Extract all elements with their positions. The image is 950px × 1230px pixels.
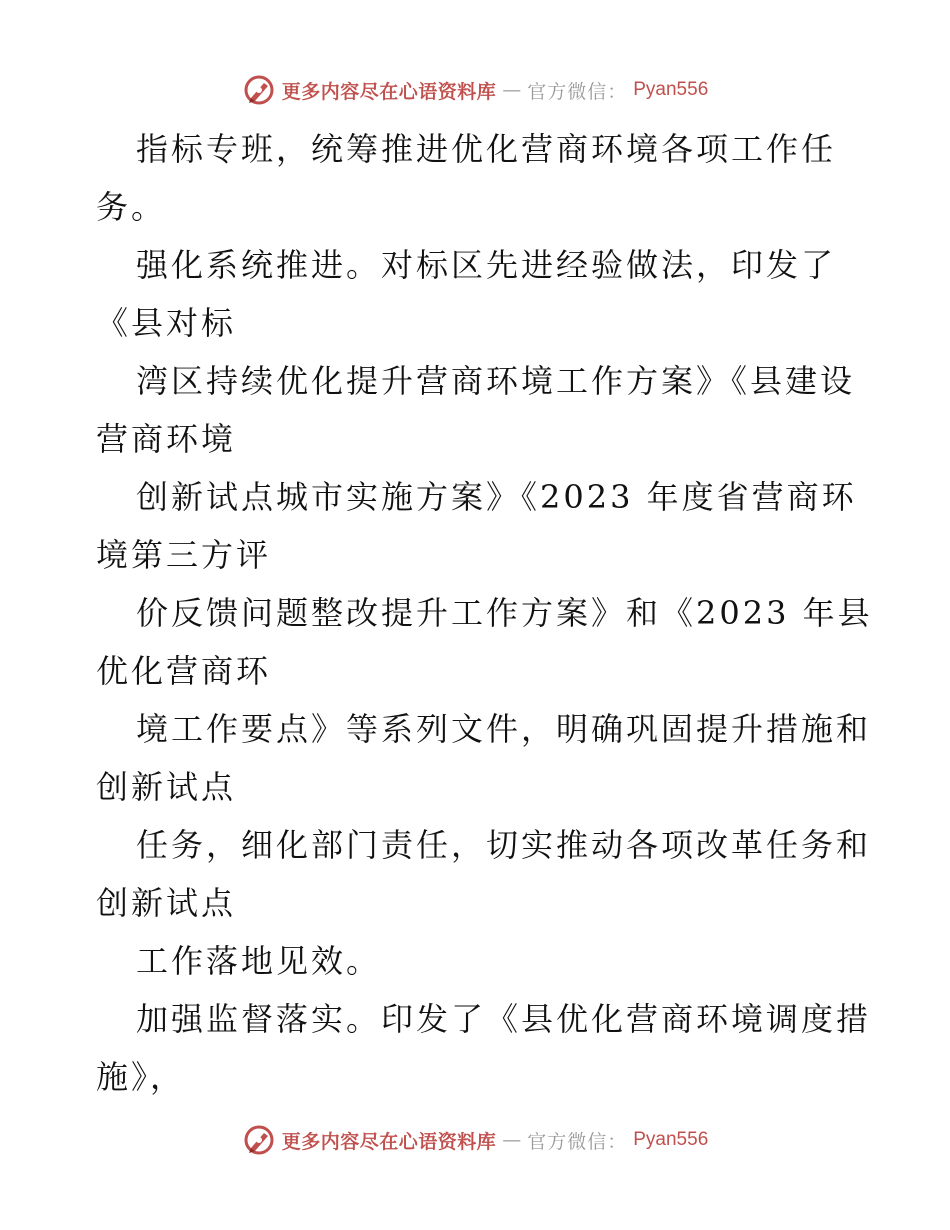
text-line: 价反馈问题整改提升工作方案》和《2023 年县 (136, 594, 873, 632)
text-line: 创新试点城市实施方案》《2023 年度省营商环 (136, 478, 857, 516)
text-line: 优化营商环 (96, 652, 272, 690)
text-line: 务。 (96, 188, 167, 226)
footer-watermark (0, 1120, 950, 1160)
watermark-site-text: 更多内容尽在心语资料库 (281, 80, 497, 103)
text-line: 《县对标 (96, 304, 237, 342)
pen-logo-icon (242, 73, 276, 107)
watermark-dash: — (502, 79, 522, 101)
document-body (96, 120, 876, 1106)
watermark-contact-label: 官方微信： (527, 80, 628, 103)
text-line: 施》， (96, 1058, 186, 1096)
watermark-dash: — (502, 1129, 522, 1151)
header-watermark (0, 70, 950, 110)
text-line: 湾区持续优化提升营商环境工作方案》《县建设 (136, 362, 856, 400)
text-line: 创新试点 (96, 884, 237, 922)
text-line: 境工作要点》等系列文件，明确巩固提升措施和 (136, 710, 872, 748)
text-line: 境第三方评 (96, 536, 272, 574)
pen-logo-icon (242, 1123, 276, 1157)
watermark-contact-label: 官方微信： (527, 1130, 628, 1153)
text-line: 强化系统推进。对标区先进经验做法，印发了 (136, 246, 837, 284)
watermark-site-text: 更多内容尽在心语资料库 (281, 1130, 497, 1153)
watermark-contact-id: Pyan556 (633, 1129, 709, 1150)
text-line: 指标专班，统筹推进优化营商环境各项工作任 (136, 130, 837, 168)
text-line: 创新试点 (96, 768, 237, 806)
text-line: 工作落地见效。 (136, 942, 382, 980)
text-line: 营商环境 (96, 420, 237, 458)
watermark-contact-id: Pyan556 (633, 79, 709, 100)
text-line: 任务，细化部门责任，切实推动各项改革任务和 (136, 826, 872, 864)
text-line: 加强监督落实。印发了《县优化营商环境调度措 (136, 1000, 872, 1038)
